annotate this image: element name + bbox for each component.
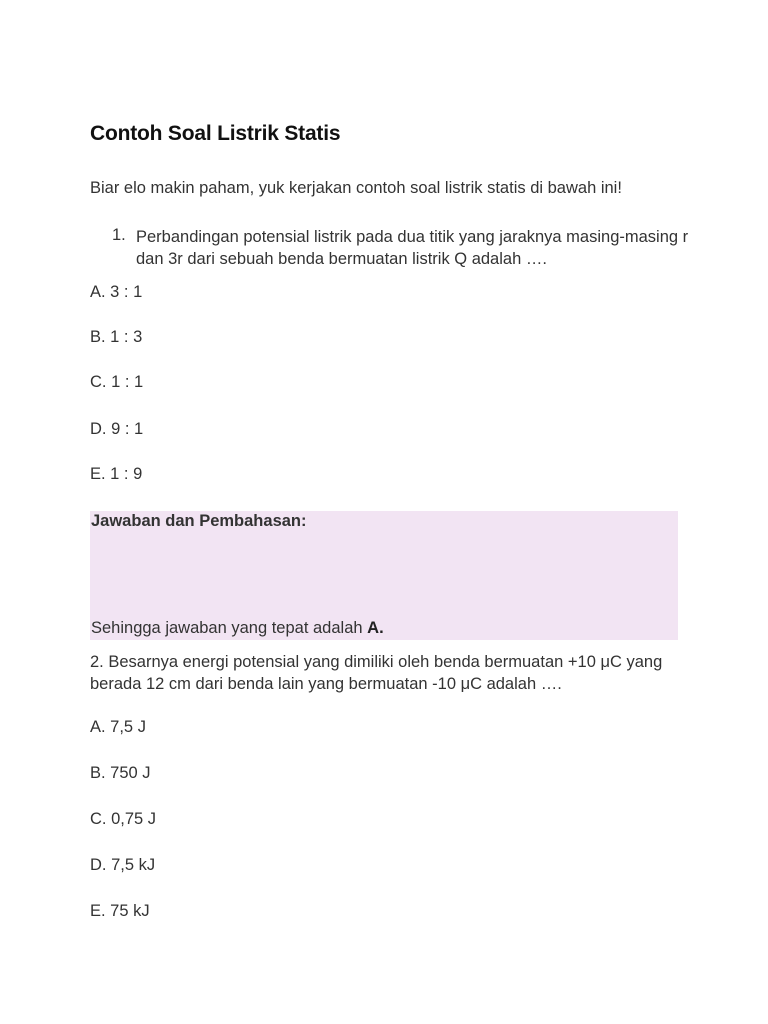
question-2-option-d: D. 7,5 kJ xyxy=(90,856,156,874)
intro-text: Biar elo makin paham, yuk kerjakan contoh soal listrik statis di bawah ini! xyxy=(90,179,622,197)
question-1-option-b: B. 1 : 3 xyxy=(90,328,143,346)
question-1-option-a: A. 3 : 1 xyxy=(90,283,143,301)
question-1-number: 1. xyxy=(112,226,126,244)
question-1-option-c: C. 1 : 1 xyxy=(90,373,144,391)
answer-heading: Jawaban dan Pembahasan: xyxy=(91,512,307,530)
question-2-option-c: C. 0,75 J xyxy=(90,810,157,828)
question-1-option-e: E. 1 : 9 xyxy=(90,465,143,483)
question-2-option-b: B. 750 J xyxy=(90,764,151,782)
answer-conclusion-text: Sehingga jawaban yang tepat adalah xyxy=(91,619,368,637)
question-2-text: 2. Besarnya energi potensial yang dimiliki oleh benda bermuatan +10 μC yang berada 12 cm dari benda lain yang bermuatan -10 μC adalah …. xyxy=(90,653,663,693)
answer-conclusion xyxy=(91,619,384,638)
answer-letter: A. xyxy=(367,619,384,637)
question-1-option-d: D. 9 : 1 xyxy=(90,420,144,438)
page-title: Contoh Soal Listrik Statis xyxy=(90,122,341,145)
question-1-text: Perbandingan potensial listrik pada dua titik yang jaraknya masing-masing r dan 3r dari sebuah benda bermuatan listrik Q adalah …. xyxy=(136,228,689,268)
question-2-option-a: A. 7,5 J xyxy=(90,718,146,736)
question-2-option-e: E. 75 kJ xyxy=(90,902,150,920)
